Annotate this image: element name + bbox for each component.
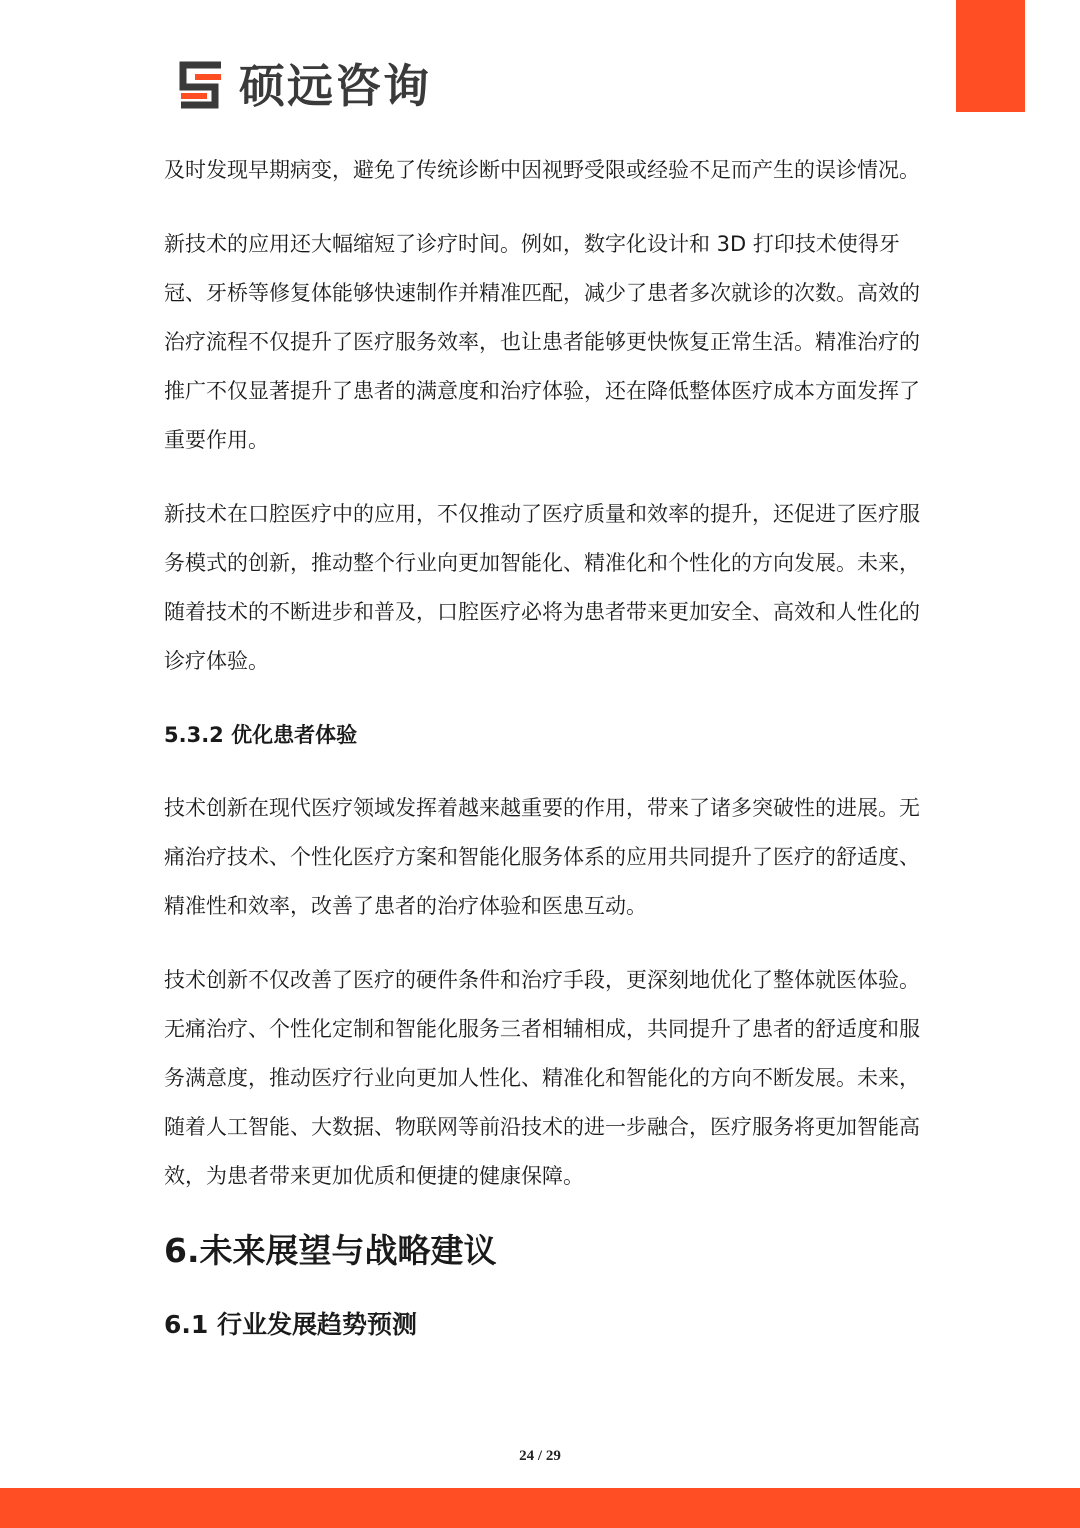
brand-logo	[177, 60, 431, 112]
brand-s-icon	[177, 61, 227, 111]
paragraph-early-detection: 及时发现早期病变，避免了传统诊断中因视野受限或经验不足而产生的误诊情况。	[164, 158, 920, 182]
page-content	[164, 146, 924, 1351]
paragraph-patient-experience: 技术创新不仅改善了医疗的硬件条件和治疗手段，更深刻地优化了整体就医体验。无痛治疗、个性化定制和智能化服务三者相辅相成，共同提升了患者的舒适度和服务满意度，推动医疗行业向更加人性化、精准化和智能化的方向不断发展。未来，随着人工智能、大数据、物联网等前沿技术的进一步融合，医疗服务将更加智能高效，为患者带来更加优质和便捷的健康保障。	[164, 968, 920, 1188]
chapter-heading-6: 6.未来展望与战略建议	[164, 1231, 497, 1270]
paragraph-service-innovation: 新技术在口腔医疗中的应用，不仅推动了医疗质量和效率的提升，还促进了医疗服务模式的创新，推动整个行业向更加智能化、精准化和个性化的方向发展。未来，随着技术的不断进步和普及，口腔医疗必将为患者带来更加安全、高效和人性化的诊疗体验。	[164, 502, 920, 673]
section-heading-6-1: 6.1 行业发展趋势预测	[164, 1310, 417, 1339]
section-heading-5-3-2: 5.3.2 优化患者体验	[164, 723, 358, 747]
corner-accent-block	[956, 0, 1025, 112]
paragraph-tech-innovation: 技术创新在现代医疗领域发挥着越来越重要的作用，带来了诸多突破性的进展。无痛治疗技术、个性化医疗方案和智能化服务体系的应用共同提升了医疗的舒适度、精准性和效率，改善了患者的治疗体验和医患互动。	[164, 796, 920, 918]
brand-name: 硕远咨询	[239, 59, 431, 113]
footer-accent-bar	[0, 1488, 1080, 1528]
page-number: 24 / 29	[519, 1448, 561, 1464]
paragraph-shorter-treatment: 新技术的应用还大幅缩短了诊疗时间。例如，数字化设计和 3D 打印技术使得牙冠、牙桥等修复体能够快速制作并精准匹配，减少了患者多次就诊的次数。高效的治疗流程不仅提升了医疗服务效率，也让患者能够更快恢复正常生活。精准治疗的推广不仅显著提升了患者的满意度和治疗体验，还在降低整体医疗成本方面发挥了重要作用。	[164, 232, 920, 452]
